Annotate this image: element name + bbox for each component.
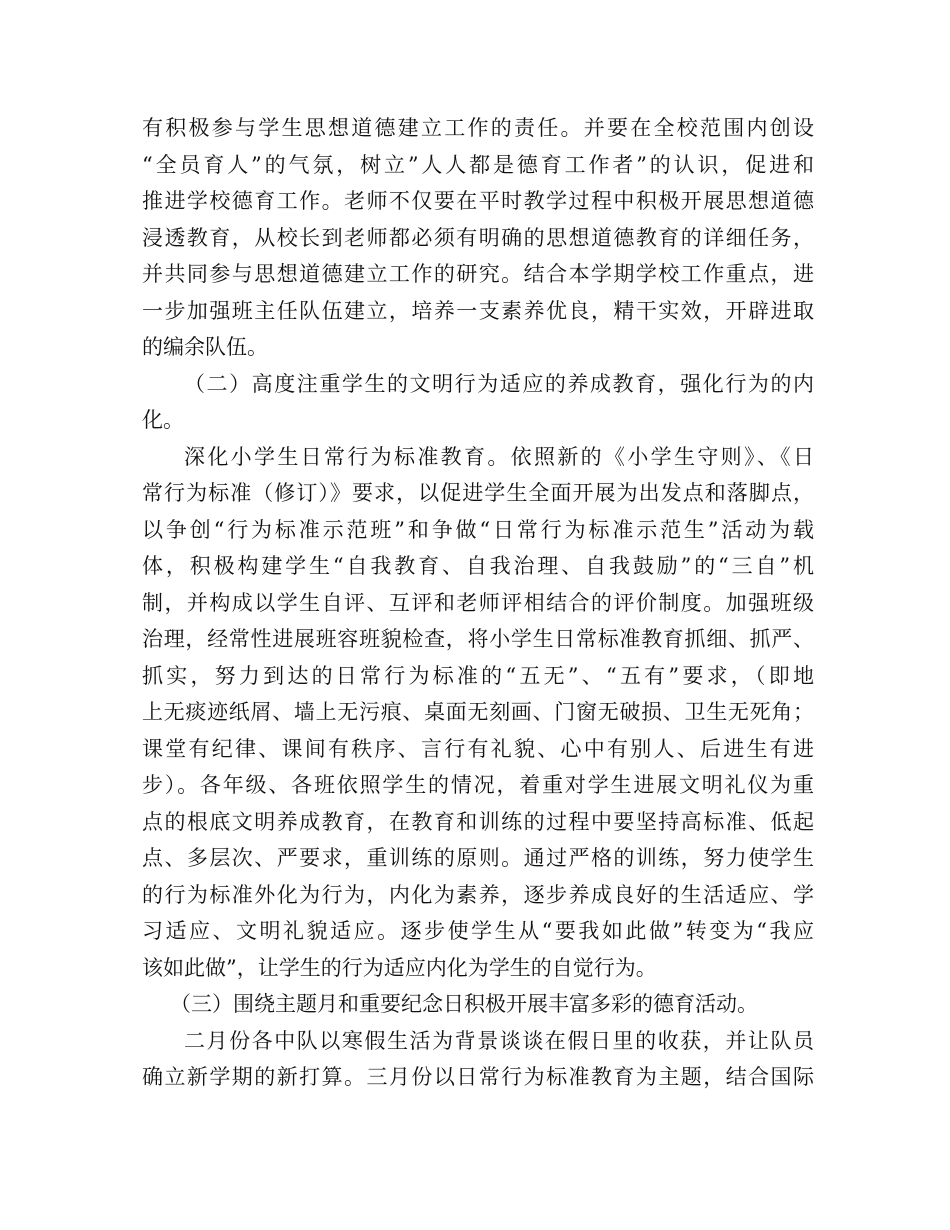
text-line: 化。 [142, 408, 184, 432]
text-line: 上无痰迹纸屑、墙上无污痕、桌面无刻画、门窗无破损、卫生无死角； [142, 700, 814, 724]
text-line: 制，并构成以学生自评、互评和老师评相结合的评价制度。加强班级 [142, 590, 814, 615]
text-line: 一步加强班主任队伍建立，培养一支素养优良，精干实效，开辟进取 [142, 298, 814, 323]
paragraph-start: 二月份各中队以寒假生活为背景谈谈在假日里的收获，并让队员 [184, 1028, 814, 1053]
section-heading-3: （三）围绕主题月和重要纪念日积极开展丰富多彩的德育活动。 [170, 992, 758, 1016]
text-line: 推进学校德育工作。老师不仅要在平时教学过程中积极开展思想道德 [142, 189, 814, 213]
document-body [142, 110, 814, 1096]
text-line: 的编余队伍。 [142, 335, 268, 359]
text-line: 习适应、文明礼貌适应。逐步使学生从“要我如此做”转变为“我应 [142, 919, 814, 943]
paragraph-start: 深化小学生日常行为标准教育。依照新的《小学生守则》、《日 [184, 444, 814, 469]
text-line: 步）。各年级、各班依照学生的情况，着重对学生进展文明礼仪为重 [142, 773, 814, 797]
text-line: 常行为标准（修订）》要求，以促进学生全面开展为出发点和落脚点， [142, 481, 814, 505]
text-line: 点的根底文明养成教育，在教育和训练的过程中要坚持高标准、低起 [142, 809, 814, 834]
text-line: 并共同参与思想道德建立工作的研究。结合本学期学校工作重点，进 [142, 262, 814, 286]
text-line: 的行为标准外化为行为，内化为素养，逐步养成良好的生活适应、学 [142, 882, 814, 907]
text-line: 浸透教育，从校长到老师都必须有明确的思想道德教育的详细任务， [142, 225, 814, 250]
text-line: “全员育人”的气氛，树立”人人都是德育工作者”的认识，促进和 [142, 152, 814, 177]
text-line: 课堂有纪律、课间有秩序、言行有礼貌、心中有别人、后进生有进 [142, 736, 814, 761]
section-heading-2: （二）高度注重学生的文明行为适应的养成教育，强化行为的内 [184, 371, 814, 396]
text-line: 体，积极构建学生“自我教育、自我治理、自我鼓励”的“三自”机 [142, 554, 814, 578]
text-line: 有积极参与学生思想道德建立工作的责任。并要在全校范围内创设 [142, 116, 814, 140]
text-line: 以争创“行为标准示范班”和争做“日常行为标准示范生”活动为载 [142, 517, 814, 542]
text-line: 点、多层次、严要求，重训练的原则。通过严格的训练，努力使学生 [142, 846, 814, 870]
text-line: 确立新学期的新打算。三月份以日常行为标准教育为主题，结合国际 [142, 1065, 814, 1089]
text-line: 抓实，努力到达的日常行为标准的“五无”、“五有”要求，（即地 [142, 663, 814, 688]
text-line: 治理，经常性进展班容班貌检查，将小学生日常标准教育抓细、抓严、 [142, 627, 814, 651]
text-line: 该如此做”，让学生的行为适应内化为学生的自觉行为。 [142, 955, 657, 980]
